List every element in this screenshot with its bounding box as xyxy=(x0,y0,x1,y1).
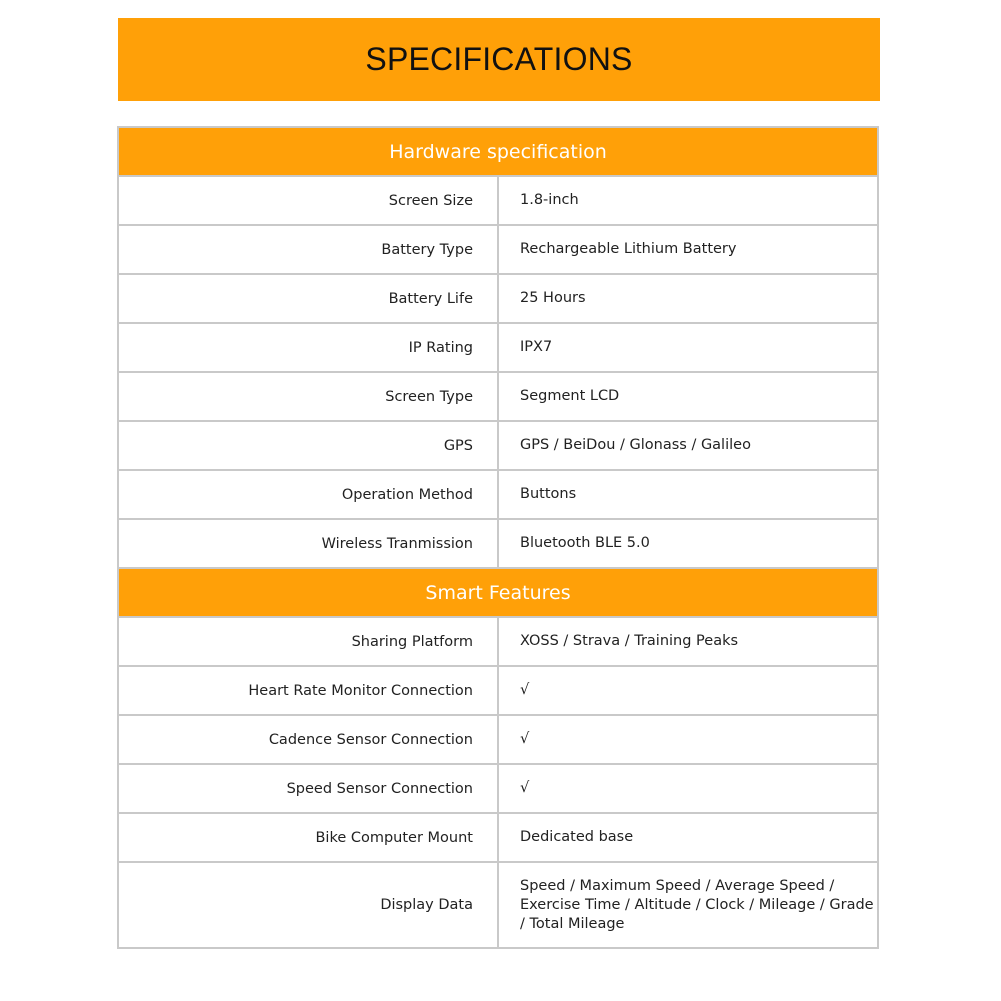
spec-value: Dedicated base xyxy=(498,813,878,862)
spec-label: Bike Computer Mount xyxy=(118,813,498,862)
spec-value: Buttons xyxy=(498,470,878,519)
spec-value: GPS / BeiDou / Glonass / Galileo xyxy=(498,421,878,470)
spec-value: 25 Hours xyxy=(498,274,878,323)
checkmark-value: √ xyxy=(498,764,878,813)
spec-value: XOSS / Strava / Training Peaks xyxy=(498,617,878,666)
hardware-section-header xyxy=(118,127,878,176)
spec-label: Heart Rate Monitor Connection xyxy=(118,666,498,715)
spec-label: Screen Size xyxy=(118,176,498,225)
spec-label: Battery Life xyxy=(118,274,498,323)
checkmark-value: √ xyxy=(498,715,878,764)
spec-row-sharing-platform xyxy=(118,617,878,666)
spec-label: Speed Sensor Connection xyxy=(118,764,498,813)
spec-value: Rechargeable Lithium Battery xyxy=(498,225,878,274)
smart-features-section-header xyxy=(118,568,878,617)
spec-row-battery-life xyxy=(118,274,878,323)
spec-value: Bluetooth BLE 5.0 xyxy=(498,519,878,568)
specifications-table xyxy=(117,126,879,949)
spec-row-battery-type xyxy=(118,225,878,274)
spec-value: IPX7 xyxy=(498,323,878,372)
smart-features-section-title: Smart Features xyxy=(118,568,878,617)
spec-label: IP Rating xyxy=(118,323,498,372)
spec-row-gps xyxy=(118,421,878,470)
spec-row-display-data xyxy=(118,862,878,948)
spec-row-speed-sensor xyxy=(118,764,878,813)
spec-value: 1.8-inch xyxy=(498,176,878,225)
spec-value: Speed / Maximum Speed / Average Speed / Exercise Time / Altitude / Clock / Mileage / Grade / Total Mileage xyxy=(498,862,878,948)
spec-row-ip-rating xyxy=(118,323,878,372)
page-title: SPECIFICATIONS xyxy=(365,41,633,77)
spec-row-wireless-transmission xyxy=(118,519,878,568)
spec-row-screen-type xyxy=(118,372,878,421)
spec-label: Wireless Tranmission xyxy=(118,519,498,568)
hardware-section-title: Hardware specification xyxy=(118,127,878,176)
spec-label: Cadence Sensor Connection xyxy=(118,715,498,764)
spec-label: Screen Type xyxy=(118,372,498,421)
spec-label: Operation Method xyxy=(118,470,498,519)
spec-value: Segment LCD xyxy=(498,372,878,421)
spec-row-cadence-sensor xyxy=(118,715,878,764)
spec-row-operation-method xyxy=(118,470,878,519)
spec-row-bike-computer-mount xyxy=(118,813,878,862)
spec-label: GPS xyxy=(118,421,498,470)
spec-label: Sharing Platform xyxy=(118,617,498,666)
specifications-banner xyxy=(118,18,880,101)
checkmark-value: √ xyxy=(498,666,878,715)
spec-row-heart-rate-monitor xyxy=(118,666,878,715)
spec-label: Display Data xyxy=(118,862,498,948)
spec-label: Battery Type xyxy=(118,225,498,274)
spec-row-screen-size xyxy=(118,176,878,225)
